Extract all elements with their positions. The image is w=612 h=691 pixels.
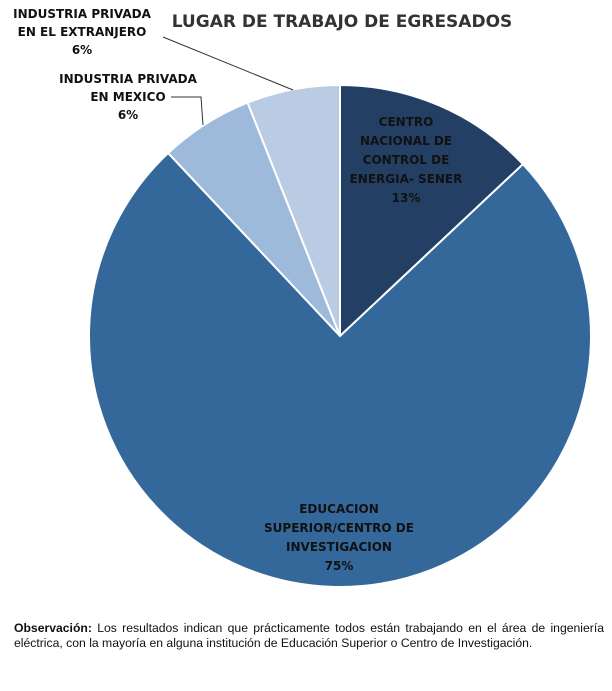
leader-line-industria-mexico: [171, 97, 203, 125]
slice-category-label: INVESTIGACION: [286, 540, 392, 554]
slice-category-label: EN EL EXTRANJERO: [17, 25, 147, 39]
slice-category-label: INDUSTRIA PRIVADA: [59, 72, 197, 86]
slice-category-label: CENTRO: [378, 115, 434, 129]
slice-category-label: EDUCACION: [299, 502, 379, 516]
chart-title: LUGAR DE TRABAJO DE EGRESADOS: [171, 12, 513, 32]
slice-category-label: ENERGIA- SENER: [349, 172, 463, 186]
slice-value-label: 6%: [117, 108, 139, 122]
observation-text: Los resultados indican que prácticamente todos están trabajando en el área de ingeniería eléctrica, con la mayoría en alguna institución de Educación Superior o Centro de Investigación.: [14, 621, 605, 650]
observation-note: [14, 621, 604, 651]
slice-category-label: NACIONAL DE: [359, 134, 453, 148]
slice-value-label: 6%: [71, 43, 93, 57]
slice-category-label: EN MEXICO: [90, 90, 166, 104]
slice-value-label: 75%: [324, 559, 354, 573]
slice-category-label: SUPERIOR/CENTRO DE: [264, 521, 414, 535]
slice-category-label: INDUSTRIA PRIVADA: [13, 7, 151, 21]
slice-label-industria-extranjero: [13, 7, 151, 57]
observation-label: Observación:: [14, 621, 92, 635]
slice-category-label: CONTROL DE: [362, 153, 450, 167]
slice-value-label: 13%: [391, 191, 421, 205]
